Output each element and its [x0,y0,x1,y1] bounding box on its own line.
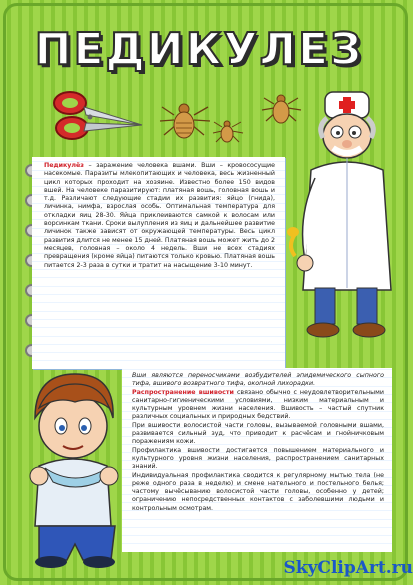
louse-icon [210,115,246,147]
itch-paragraph: При вшивости волосистой части головы, вызываемой головными вшами, развивается сильный зуд, что приводит к расчёсам и гнойничковым поражениям кожи. [132,421,384,446]
lice-paragraph [44,162,275,270]
page-title: ПЕДИКУЛЕЗ [34,24,364,75]
info-card-prevention [122,368,392,552]
info-card-lice [32,157,285,369]
term-spread: Распространение вшивости [132,388,234,396]
spread-paragraph [132,389,384,422]
lice-description: – заражение человека вшами. Вши – кровососущие насекомые. Паразиты млекопитающих и человека, весь жизненный цикл которых проходит на хозяине. Известно более 150 видов вшей. На человеке паразитируют: платяная вошь, головная вошь и т.д. Различают следующие стадии их развития: яйцо (гнида), личинка, нимфа, взрослая особь. Оптимальная температура для откладки яиц 28-30. Яйца приклеиваются самкой к волосам или ворсинкам ткани. Сроки вылупления из яиц и дальнейшее развитие личинок также зависят от окружающей температуры. Весь цикл развития длится не менее 15 дней. Платяная вошь может жить до 2 месяцев, головная – около 4 недель. Вши не всех стадиях превращения (кроме яйца) питаются только кровью. Платяная вошь питается 2-3 раза в сутки и тратит на насыщение 3-10 минут. [44,162,275,269]
spread-description: связано обычно с неудовлетворительными санитарно-гигиеническими условиями, низким материальным и культурным уровнем жизни населения. Вшивость – частый спутник различных социальных и природных бедствий. [132,388,384,421]
scissors-icon [50,85,145,145]
prevention-paragraph: Профилактика вшивости достигается повышением материального и культурного уровня жизни населения, распространением санитарных знаний. [132,446,384,471]
boy-illustration [15,368,125,568]
doctor-illustration [285,88,395,348]
individual-prevention-paragraph: Индивидуальная профилактика сводится к регулярному мытью тела (не реже одного раза в неделю) и смене нательного и постельного белья; частому вычёсыванию волосистой части головы, особенно у детей; ограничению непосредственных контактов с заболевшими людьми и контрольным осмотрам. [132,471,384,512]
intro-paragraph: Вши являются переносчиками возбудителей эпидемического сыпного тифа, вшивого возвратного тифа, окопной лихорадки. [132,372,384,388]
watermark: SkyClipArt.ru [283,558,413,578]
term-pediculosis: Педикулёз [44,162,84,169]
